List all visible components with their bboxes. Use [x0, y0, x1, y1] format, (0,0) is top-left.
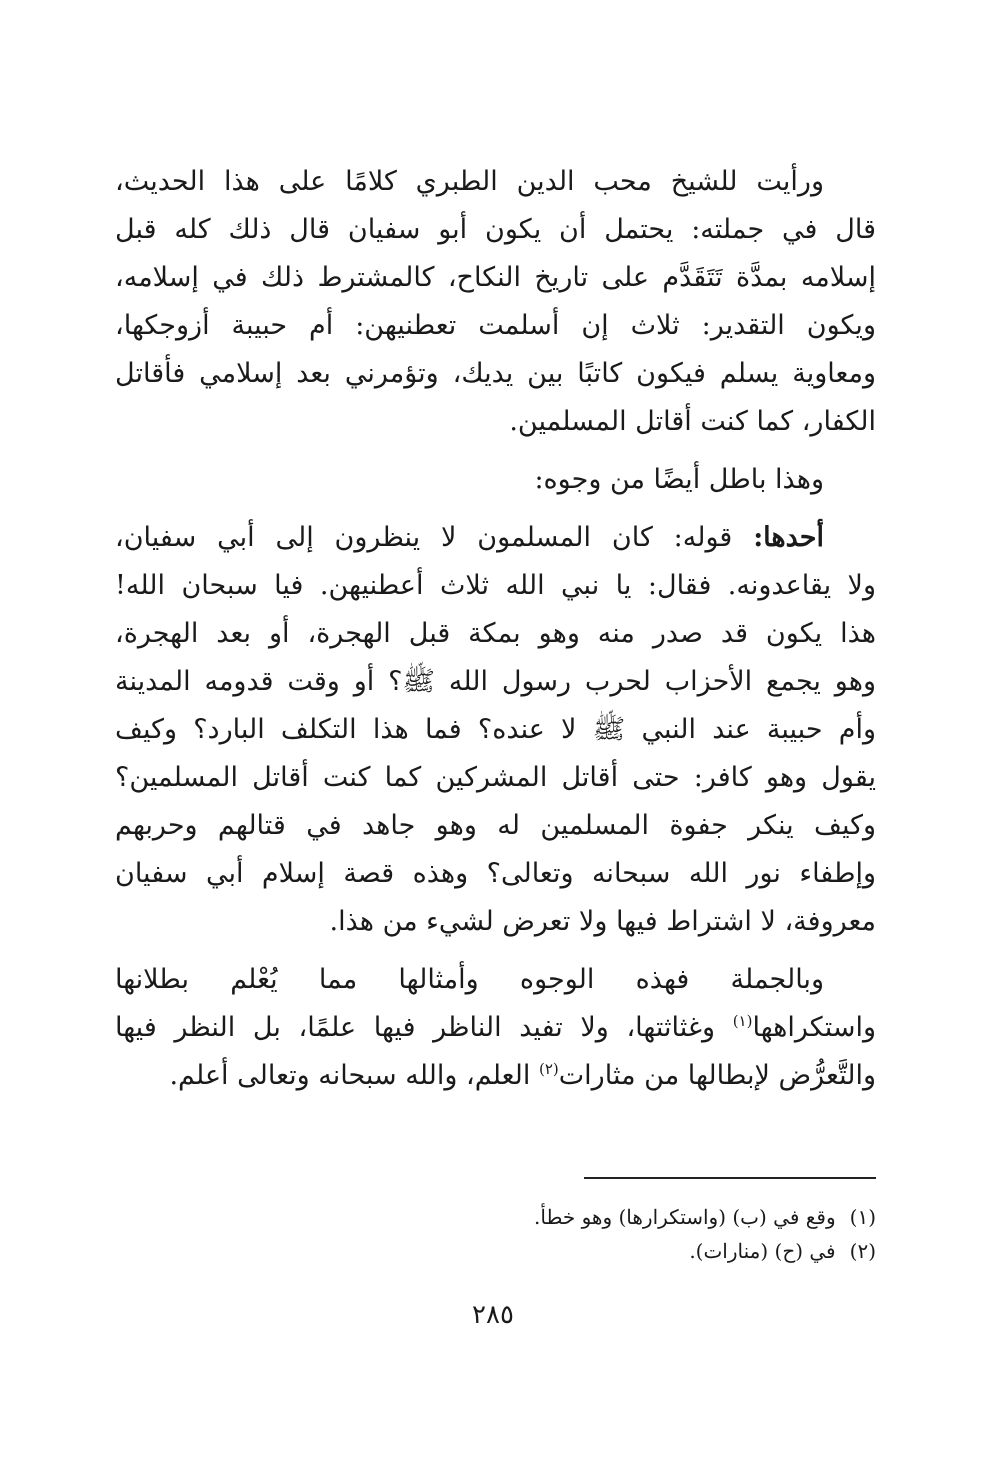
text-line: وبالجملة فهذه الوجوه وأمثالها مما يُعْلم بطلانها	[115, 964, 824, 995]
text-line: ولا يقاعدونه. فقال: يا نبي الله ثلاث أعطنيهن. فيا سبحان الله!	[115, 570, 876, 601]
text-line	[115, 1057, 876, 1105]
paragraph-4	[115, 961, 876, 1105]
text-fragment: وغثاثتها، ولا تفيد الناظر فيها علمًا، بل النظر فيها	[115, 1012, 733, 1043]
text-line: ويكون التقدير: ثلاث إن أسلمت تعطنيهن: أم حبيبة أزوجكها،	[115, 310, 876, 341]
text-line: الكفار، كما كنت أقاتل المسلمين.	[509, 406, 876, 437]
footnotes	[115, 1200, 876, 1268]
text-line: وكيف ينكر جفوة المسلمين له وهو جاهد في قتالهم وحربهم	[115, 810, 876, 841]
footnote-text: في (ح) (منارات).	[689, 1239, 836, 1263]
footnote-reference[interactable]: (٢)	[538, 1060, 559, 1078]
footnote-number: (١)	[849, 1205, 876, 1229]
footnote-number: (٢)	[849, 1239, 876, 1263]
page-number: ٢٨٥	[472, 1300, 514, 1330]
text-line: ورأيت للشيخ محب الدين الطبري كلامًا على هذا الحديث،	[115, 166, 824, 197]
text-line: ومعاوية يسلم فيكون كاتبًا بين يديك، وتؤمرني بعد إسلامي فأقاتل	[115, 358, 876, 389]
footnote-text: وقع في (ب) (واستكرارها) وهو خطأ.	[534, 1205, 836, 1229]
text-line: وهو يجمع الأحزاب لحرب رسول الله ﷺ؟ أو وقت قدومه المدينة	[115, 666, 876, 697]
text-line: إسلامه بمدَّة تَتَقَدَّم على تاريخ النكاح، كالمشترط ذلك في إسلامه،	[115, 262, 876, 293]
text-line	[115, 519, 876, 567]
footnote-item	[115, 1200, 876, 1234]
text-line: وهذا باطل أيضًا من وجوه:	[534, 464, 824, 495]
text-line: معروفة، لا اشتراط فيها ولا تعرض لشيء من هذا.	[329, 906, 876, 937]
text-fragment: قوله: كان المسلمون لا ينظرون إلى أبي سفيان،	[115, 522, 754, 553]
text-line: هذا يكون قد صدر منه وهو بمكة قبل الهجرة، أو بعد الهجرة،	[115, 618, 876, 649]
footnote-item	[115, 1234, 876, 1268]
text-line: يقول وهو كافر: حتى أقاتل المشركين كما كنت أقاتل المسلمين؟	[115, 762, 876, 793]
main-text	[115, 163, 876, 1105]
text-fragment: العلم، والله سبحانه وتعالى أعلم.	[169, 1060, 539, 1091]
text-fragment: واستكراهها	[752, 1012, 876, 1043]
footnote-reference[interactable]: (١)	[732, 1012, 753, 1030]
paragraph-lead-word: أحدها:	[753, 522, 824, 553]
text-line: قال في جملته: يحتمل أن يكون أبو سفيان قال ذلك كله قبل	[115, 214, 876, 245]
footnote-divider	[584, 1177, 876, 1179]
text-fragment: والتَّعرُّض لإبطالها من مثارات	[558, 1060, 876, 1091]
text-line: وإطفاء نور الله سبحانه وتعالى؟ وهذه قصة إسلام أبي سفيان	[115, 858, 876, 889]
text-line: وأم حبيبة عند النبي ﷺ لا عنده؟ فما هذا التكلف البارد؟ وكيف	[115, 714, 876, 745]
paragraph-2	[115, 461, 876, 509]
text-line	[115, 1009, 876, 1057]
paragraph-3	[115, 519, 876, 951]
paragraph-1	[115, 163, 876, 451]
